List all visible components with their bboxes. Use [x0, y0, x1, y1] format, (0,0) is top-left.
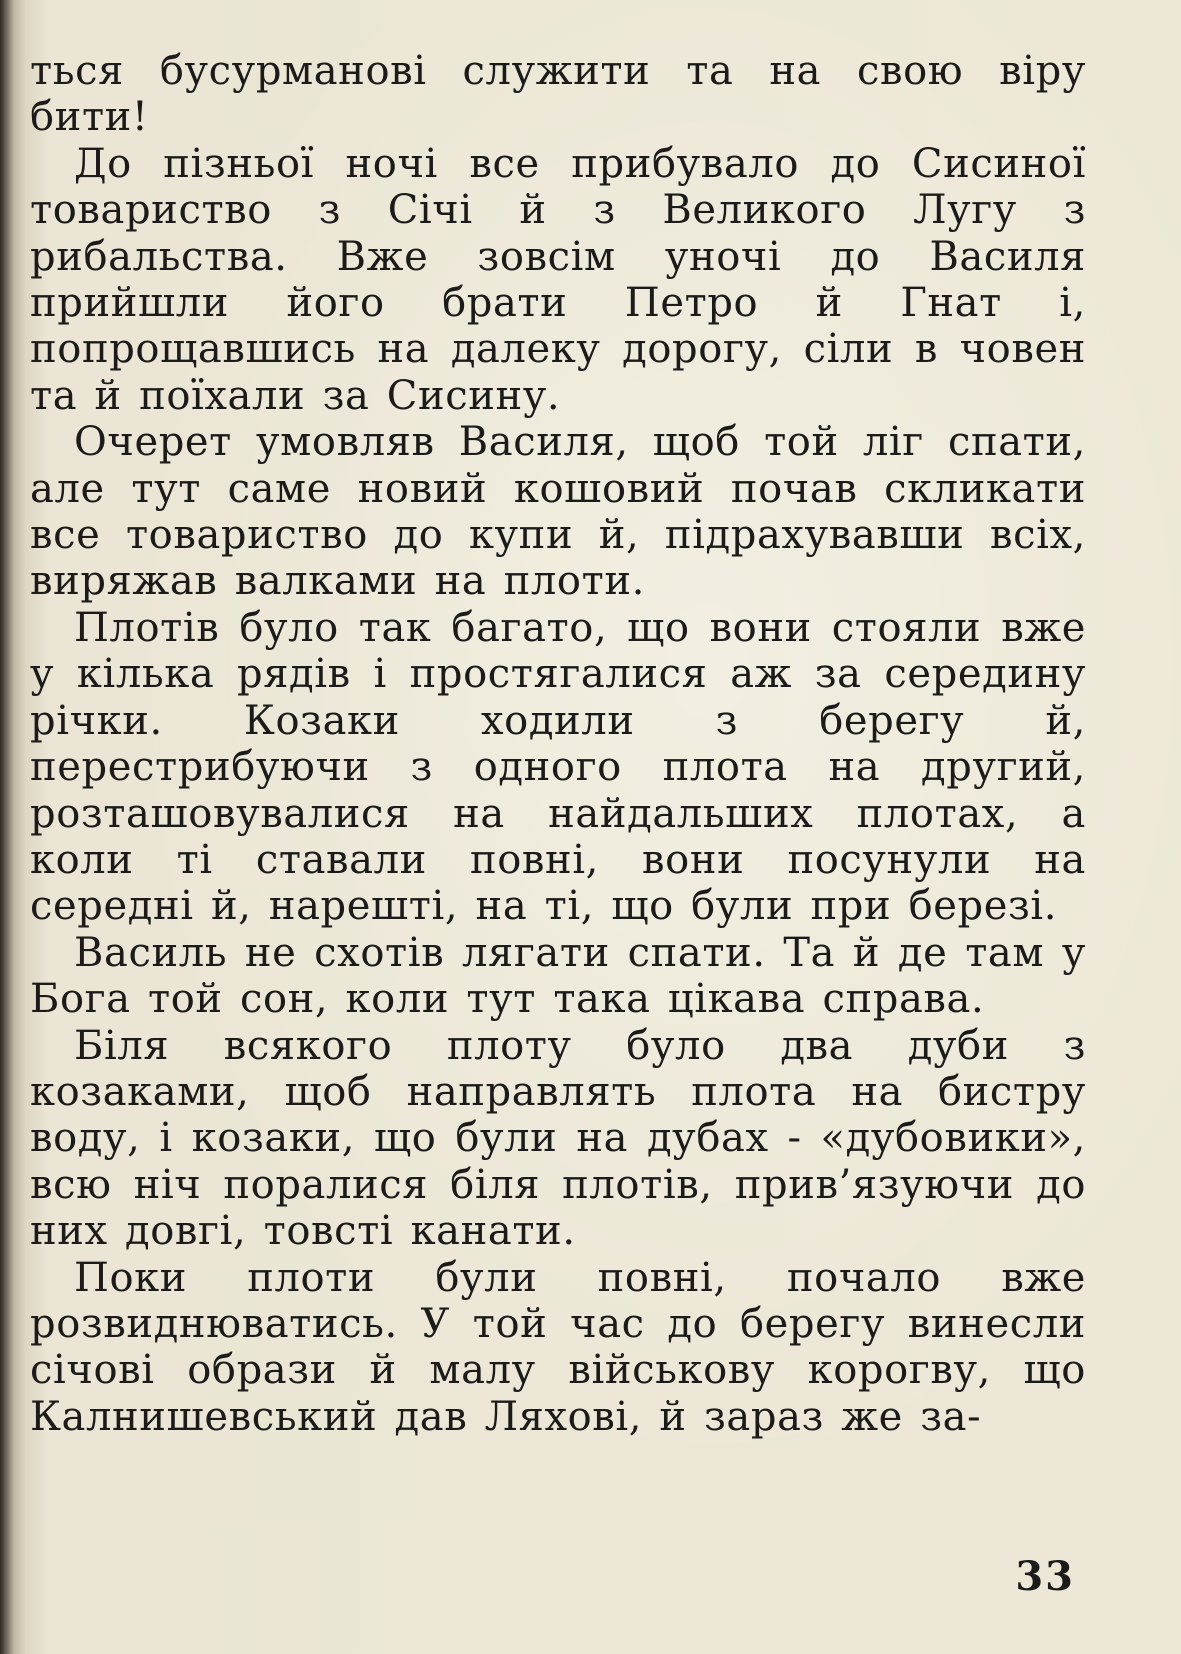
paragraph: ться бусурманові служити та на свою віру бити!	[30, 48, 1086, 141]
paragraph: Поки плоти були повні, почало вже розвиднюватись. У той час до берегу винесли січові образи й малу військову корогву, що Калнишевський дав Ляхові, й зараз же за-	[30, 1254, 1086, 1440]
body-text	[30, 48, 1086, 1440]
paragraph: Плотів було так багато, що вони стояли вже у кілька рядів і простягалися аж за середину річки. Козаки ходили з берегу й, перестрибуючи з одного плота на другий, розташовувалися на найдальших плотах, а коли ті ставали повні, вони посунули на середні й, нарешті, на ті, що були при березі.	[30, 604, 1086, 930]
paragraph: Василь не схотів лягати спати. Та й де там у Бога той сон, коли тут така цікава справа.	[30, 929, 1086, 1023]
paragraph: Очерет умовляв Василя, щоб той ліг спати, але тут саме новий кошовий почав скликати все товариство до купи й, підрахувавши всіх, виряжав валками на плоти.	[30, 419, 1086, 605]
paragraph: До пізньої ночі все прибувало до Сисиної товариство з Січі й з Великого Лугу з рибальства. Вже зовсім уночі до Василя прийшли його брати Петро й Гнат і, попрощавшись на далеку дорогу, сіли в човен та й поїхали за Сисину.	[30, 140, 1086, 419]
paragraph: Біля всякого плоту було два дуби з козаками, щоб направлять плота на бистру воду, і козаки, що були на дубах - «дубовики», всю ніч поралися біля плотів, прив’язуючи до них довгі, товсті канати.	[30, 1022, 1086, 1255]
page-number: 33	[1015, 1553, 1075, 1600]
